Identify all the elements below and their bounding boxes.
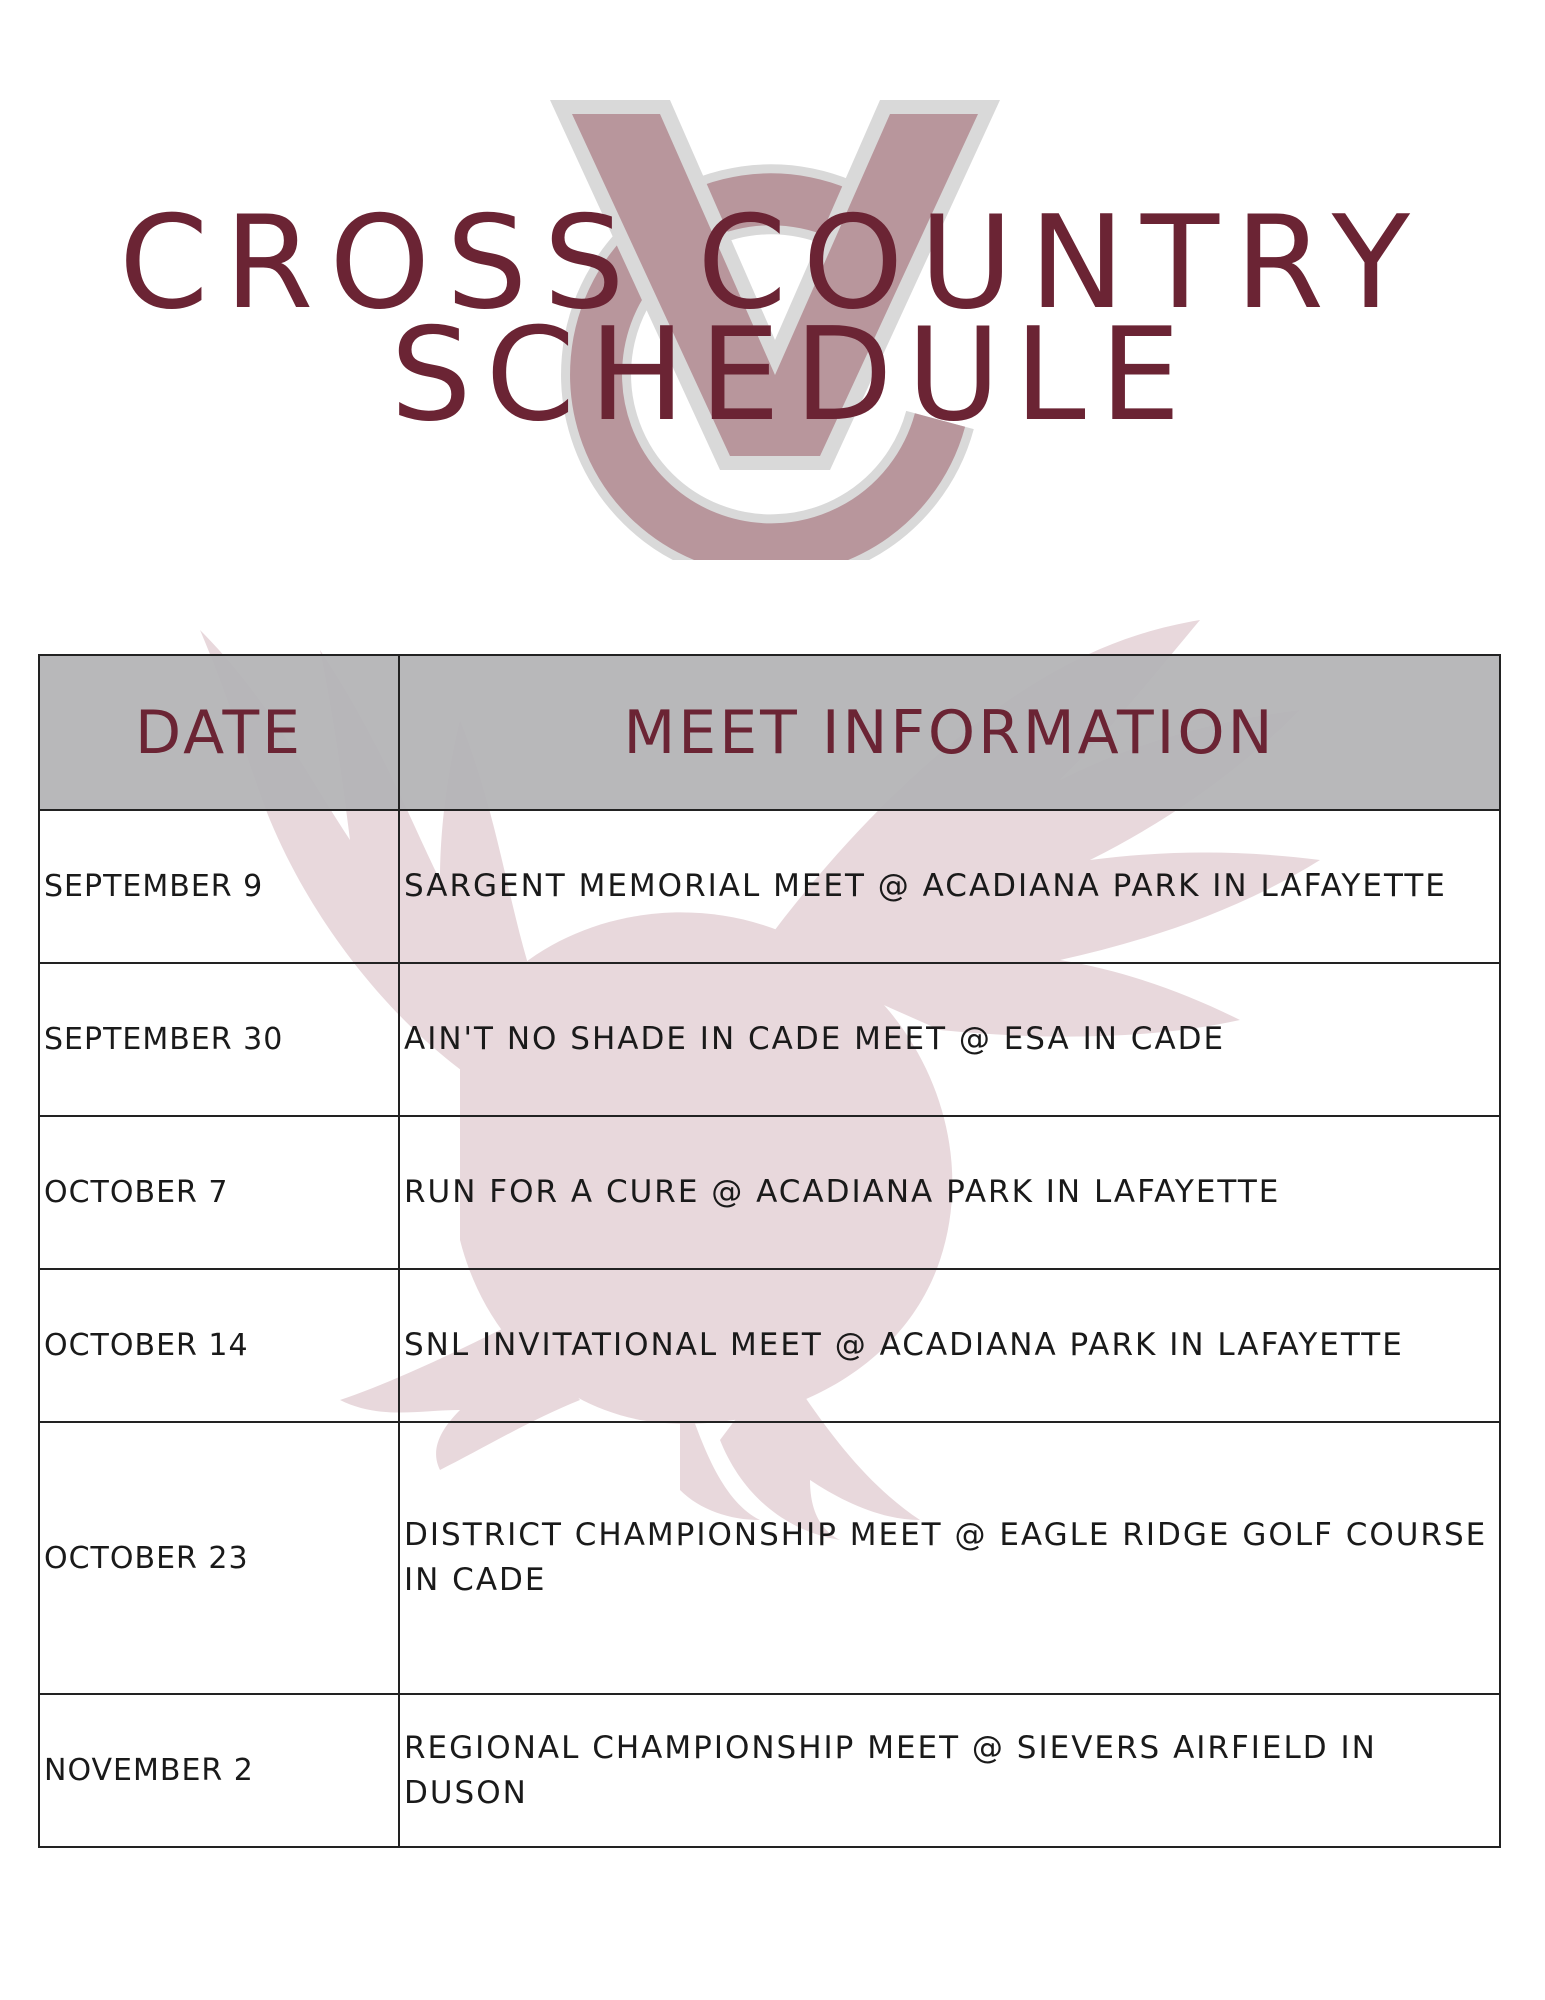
table-row: [39, 1269, 1500, 1422]
schedule-table: [38, 654, 1501, 1848]
meet-date: OCTOBER 7: [39, 1116, 399, 1269]
meet-date: SEPTEMBER 30: [39, 963, 399, 1116]
meet-date: SEPTEMBER 9: [39, 810, 399, 963]
meet-info: AIN'T NO SHADE IN CADE MEET @ ESA IN CADE: [399, 963, 1500, 1116]
table-row: [39, 1116, 1500, 1269]
table-row: [39, 963, 1500, 1116]
meet-info: SNL INVITATIONAL MEET @ ACADIANA PARK IN LAFAYETTE: [399, 1269, 1500, 1422]
date-column-header: DATE: [39, 655, 399, 810]
meet-info: REGIONAL CHAMPIONSHIP MEET @ SIEVERS AIRFIELD IN DUSON: [399, 1694, 1500, 1847]
table-row: [39, 1694, 1500, 1847]
meet-info: DISTRICT CHAMPIONSHIP MEET @ EAGLE RIDGE GOLF COURSE IN CADE: [399, 1422, 1500, 1694]
meet-date: OCTOBER 23: [39, 1422, 399, 1694]
meet-date: OCTOBER 14: [39, 1269, 399, 1422]
meet-info-column-header: MEET INFORMATION: [399, 655, 1500, 810]
table-row: [39, 810, 1500, 963]
page-title-line2: SCHEDULE: [390, 301, 1195, 450]
table-row: [39, 1422, 1500, 1694]
meet-info: RUN FOR A CURE @ ACADIANA PARK IN LAFAYETTE: [399, 1116, 1500, 1269]
meet-info: SARGENT MEMORIAL MEET @ ACADIANA PARK IN LAFAYETTE: [399, 810, 1500, 963]
table-header-row: [39, 655, 1500, 810]
page-title-line1: CROSS COUNTRY: [119, 189, 1426, 338]
meet-date: NOVEMBER 2: [39, 1694, 399, 1847]
